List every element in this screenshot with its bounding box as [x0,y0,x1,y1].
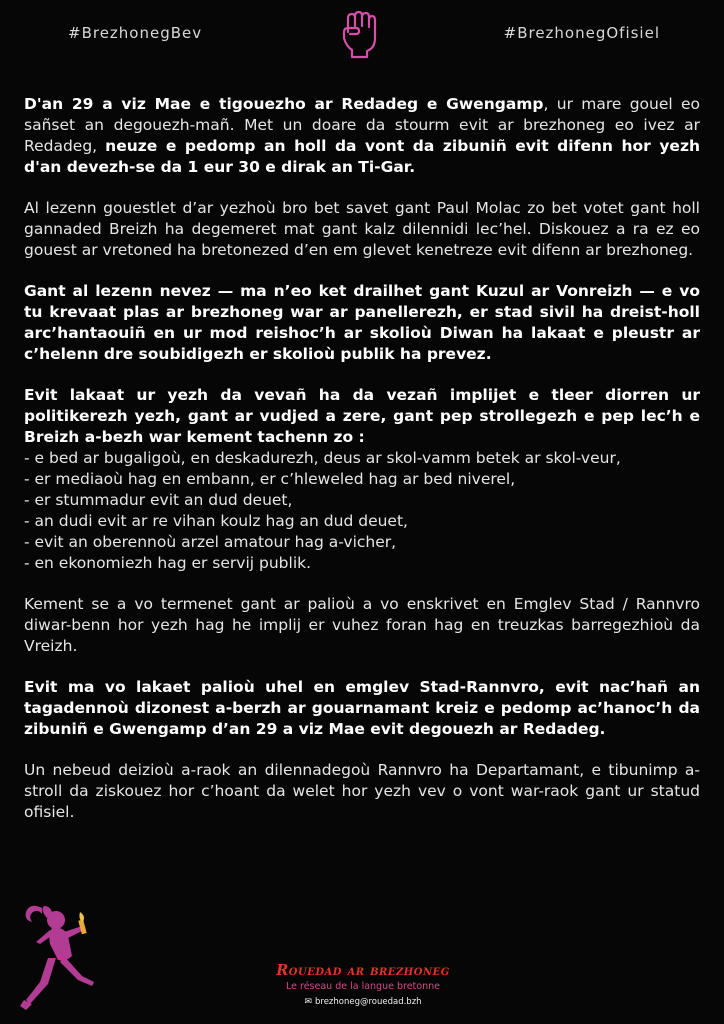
list-item: - er mediaoù hag en embann, er c’hleweled hag ar bed niverel, [24,470,516,488]
list-item: - en ekonomiezh hag er servij publik. [24,554,312,572]
running-woman-with-torch-icon [20,900,130,1018]
list-item: - evit an oberennoù arzel amatour hag a-vicher, [24,533,397,551]
hashtag-left: #BrezhonegBev [68,24,203,42]
list-item: - an dudi evit ar re vihan koulz hag an dud deuet, [24,512,408,530]
paragraph-4 [24,385,700,574]
list-item: - e bed ar bugaligoù, en deskadurezh, deus ar skol-vamm betek ar skol-veur, [24,449,621,467]
list-item: - er stummadur evit an dud deuet, [24,491,293,509]
paragraph-1-bold-start: D'an 29 a viz Mae e tigouezho ar Redadeg e Gwengamp [24,95,544,113]
contact-email[interactable] [270,996,456,1008]
raised-fist-icon [340,10,378,60]
rouedad-logo [270,962,456,1008]
paragraph-4-bold: Evit lakaat ur yezh da vevañ ha da vezañ implijet e tleer diorren ur politikerezh yezh, gant ar vudjed a zere, gant pep strollegezh e pep lec’h e Breizh a-bezh war kement tachenn zo : [24,386,700,446]
paragraph-3 [24,281,700,365]
logo-title: Rouedad ar brezhoneg [276,962,450,979]
paragraph-7: Un nebeud deizioù a-raok an dilennadegoù Rannvro ha Departamant, e tibunimp a-stroll da ziskouez hor c’hoant da welet hor yezh vev o vont war-raok gant ur statud ofisiel. [24,761,700,821]
logo-subtitle: Le réseau de la langue bretonne [286,981,440,992]
envelope-icon: ✉ [304,997,312,1007]
paragraph-1-bold-end: neuze e pedomp an holl da vont da zibuniñ evit difenn hor yezh d'an devezh-se da 1 eur 30 e dirak an Ti-Gar. [24,137,700,176]
paragraph-3-bold: Gant al lezenn nevez — ma n’eo ket drailhet gant Kuzul ar Vonreizh — e vo tu krevaat plas ar brezhoneg war ar panellerezh, er stad sivil ha dreist-holl arc’hantaouiñ en ur mod reishoc’h ar skolioù Diwan ha lakaat e pleustr ar c’helenn dre soubidigezh er skolioù publik ha prevez. [24,282,700,363]
paragraph-6 [24,677,700,740]
email-text: brezhoneg@rouedad.bzh [314,997,422,1007]
paragraph-1-text: , ur mare gouel eo sañset an degouezh-mañ. Met un doare da stourm evit ar brezhoneg eo ivez ar Redadeg, [24,95,700,155]
policy-list [24,448,700,574]
article-body [24,94,700,843]
paragraph-1 [24,94,700,178]
hashtag-right: #BrezhonegOfisiel [503,24,660,42]
paragraph-2: Al lezenn gouestlet d’ar yezhoù bro bet savet gant Paul Molac zo bet votet gant holl gannaded Breizh ha degemeret mat gant kalz dilennidi lec’hel. Diskouez a ra ez eo gouest ar vretoned ha bretonezed d’en em glevet kenetreze evit difenn ar brezhoneg. [24,199,700,259]
paragraph-6-bold: Evit ma vo lakaet palioù uhel en emglev Stad-Rannvro, evit nac’hañ an tagadennoù dizonest a-berzh ar gouarnamant kreiz e pedomp ac’hanoc’h da zibuniñ e Gwengamp d’an 29 a viz Mae evit degouezh ar Redadeg. [24,678,700,738]
paragraph-5: Kement se a vo termenet gant ar palioù a vo enskrivet en Emglev Stad / Rannvro diwar-benn hor yezh hag he implij er vuhez foran hag en treuzkas barregezhioù da Vreizh. [24,595,700,655]
